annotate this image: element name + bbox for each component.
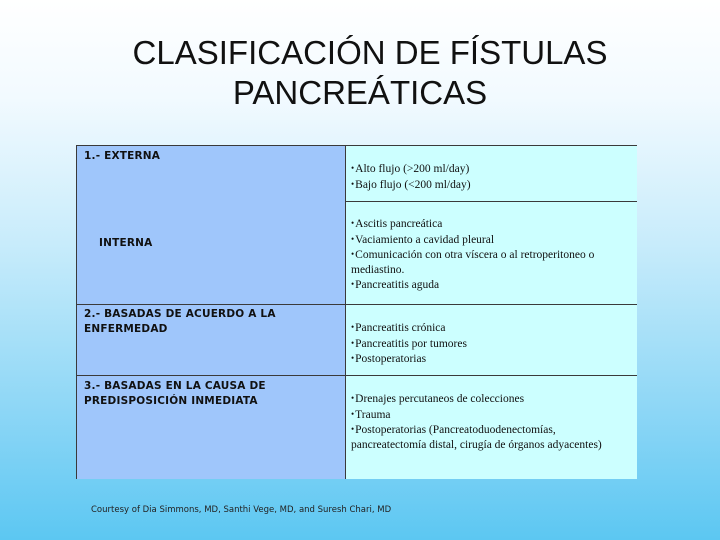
items-interna (351, 216, 594, 293)
items-enfermedad (351, 320, 467, 367)
list-item: •Postoperatorias (Pancreatoduodenectomías, (351, 424, 556, 436)
list-item-continuation: pancreatectomía distal, cirugía de órganos adyacentes) (351, 438, 602, 451)
list-item: •Pancreatitis aguda (351, 279, 440, 291)
row-divider (345, 201, 637, 202)
list-item: •Trauma (351, 408, 391, 421)
list-item: •Alto flujo (>200 ml/day) (351, 163, 470, 175)
row-label-interna: INTERNA (99, 237, 153, 249)
slide-title (0, 33, 720, 113)
list-item: •Vaciamiento a cavidad pleural (351, 233, 495, 246)
classification-table (76, 145, 637, 479)
items-externa (351, 161, 471, 192)
credit-line: Courtesy of Dia Simmons, MD, Santhi Vege, MD, and Suresh Chari, MD (91, 505, 392, 515)
list-item-continuation: mediastino. (351, 263, 405, 276)
items-predisposicion (351, 391, 602, 452)
row-divider (77, 304, 637, 305)
list-item: •Bajo flujo (<200 ml/day) (351, 178, 471, 191)
title-line-2: PANCREÁTICAS (232, 74, 488, 111)
column-divider (345, 146, 346, 479)
left-cell-1 (77, 146, 345, 304)
list-item: •Drenajes percutaneos de colecciones (351, 393, 525, 405)
list-item: •Postoperatorias (351, 353, 427, 365)
row-label-externa: 1.- EXTERNA (84, 150, 161, 162)
title-line-1: CLASIFICACIÓN DE FÍSTULAS (132, 34, 608, 71)
row-divider (77, 375, 637, 376)
list-item: •Pancreatitis crónica (351, 322, 446, 334)
list-item: •Ascitis pancreática (351, 218, 443, 230)
list-item: •Pancreatitis por tumores (351, 337, 467, 350)
list-item: •Comunicación con otra víscera o al retroperitoneo o (351, 249, 595, 261)
row-label-predisposicion: 3.- BASADAS EN LA CAUSA DE PREDISPOSICIÓN INMEDIATA (84, 380, 266, 407)
row-label-enfermedad: 2.- BASADAS DE ACUERDO A LA ENFERMEDAD (84, 308, 276, 335)
